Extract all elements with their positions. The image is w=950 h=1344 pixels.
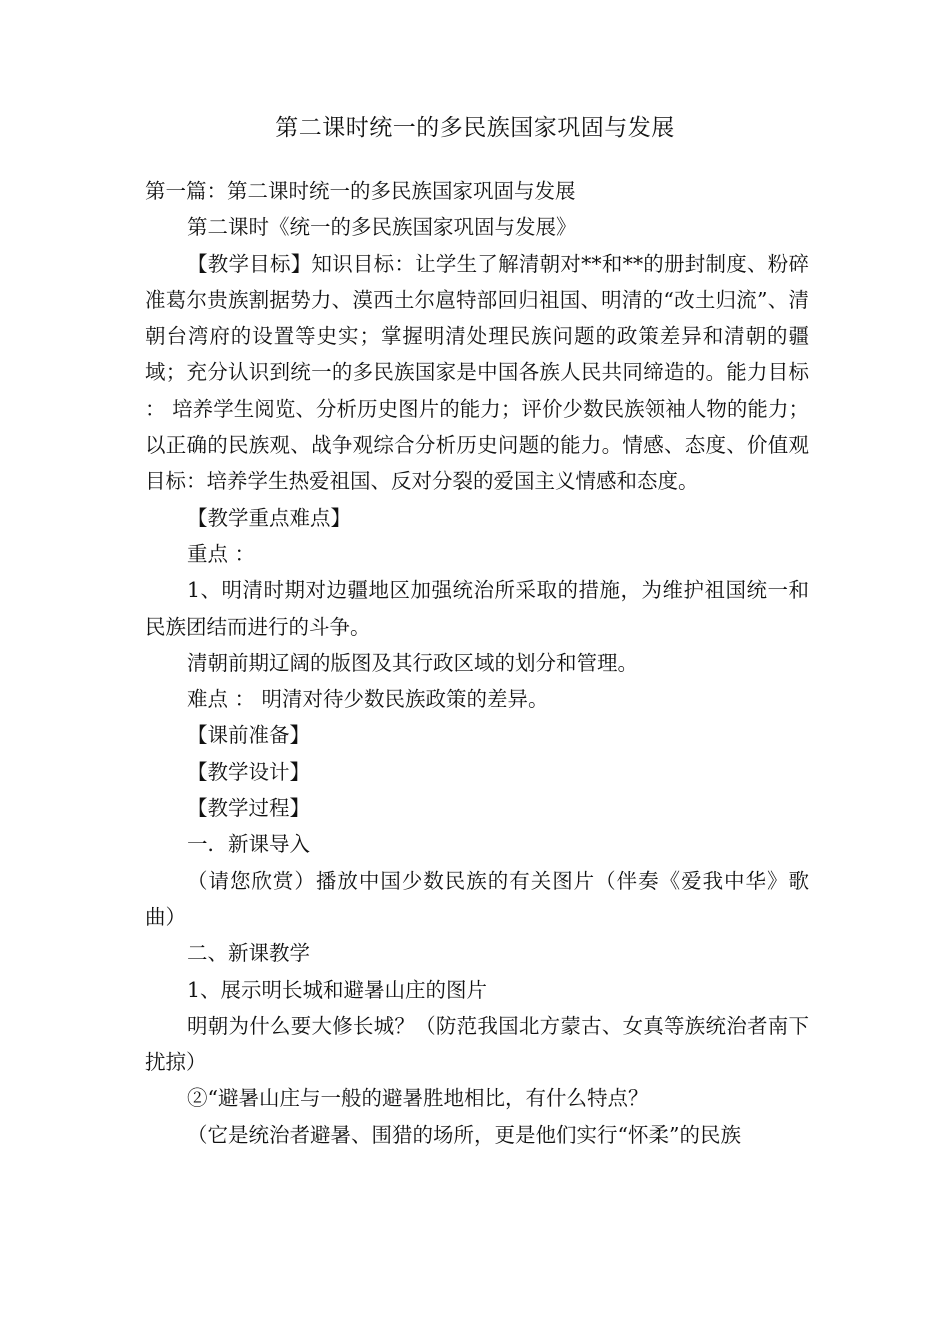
paragraph: 二、新课教学: [187, 941, 310, 966]
paragraph: 第二课时《统一的多民族国家巩固与发展》: [187, 215, 577, 240]
paragraph: 【教学设计】: [187, 759, 310, 784]
paragraph: 难点 ： 明清对待少数民族政策的差异。: [187, 687, 549, 712]
paragraph: 第一篇：第二课时统一的多民族国家巩固与发展: [145, 179, 576, 203]
paragraph: 【课前准备】: [187, 723, 310, 748]
paragraph: 1、展示明长城和避暑山庄的图片: [187, 977, 488, 1002]
paragraph: 清朝前期辽阔的版图及其行政区域的划分和管理。: [187, 650, 638, 675]
document-title: 第二课时统一的多民族国家巩固与发展: [275, 115, 675, 141]
paragraph: （它是统治者避暑、围猎的场所，更是他们实行“怀柔”的民族: [187, 1122, 741, 1147]
paragraph: （请您欣赏）播放中国少数民族的有关图片（伴奏《爱我中华》歌曲）: [145, 868, 809, 929]
paragraph: 一．新课导入: [187, 832, 310, 857]
paragraph: 1、明清时期对边疆地区加强统治所采取的措施，为维护祖国统一和民族团结而进行的斗争。: [145, 578, 809, 639]
paragraph: 【教学过程】: [187, 796, 310, 821]
paragraph: ②“避暑山庄与一般的避暑胜地相比，有什么特点？: [187, 1086, 649, 1111]
paragraph: 【教学重点难点】: [187, 505, 351, 530]
document-body: [145, 173, 809, 1153]
paragraph: 【教学目标】知识目标：让学生了解清朝对**和**的册封制度、粉碎准葛尔贵族割据势力、漠西土尔扈特部回归祖国、明清的“改土归流”、清朝台湾府的设置等史实；掌握明清处理民族问题的政策差异和清朝的疆域；充分认识到统一的多民族国家是中国各族人民共同缔造的。能力目标 ： 培养学生阅览、分析历史图片的能力；评价少数民族领袖人物的能力；以正确的民族观、战争观综合分析历史问题的能力。情感、态度、价值观目标：培养学生热爱祖国、反对分裂的爱国主义情感和态度。: [145, 251, 809, 494]
paragraph: 明朝为什么要大修长城？（防范我国北方蒙古、女真等族统治者南下扰掠）: [145, 1013, 809, 1075]
paragraph: 重点 ：: [187, 541, 256, 566]
